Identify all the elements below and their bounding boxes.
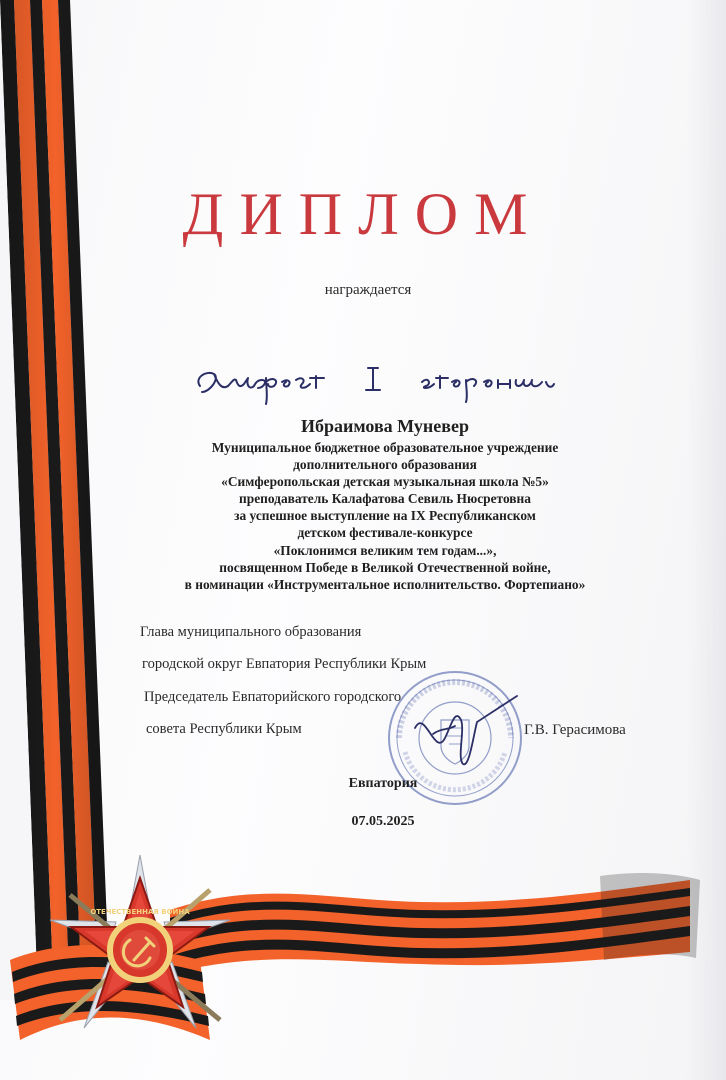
signature-title-line-1: Глава муниципального образования	[140, 624, 362, 640]
signature-title-line-3: Председатель Евпаторийского городского	[144, 689, 402, 705]
body-line: «Симферопольская детская музыкальная школа №5»	[221, 474, 549, 490]
body-line: преподаватель Калафатова Севиль Нюсретовна	[239, 491, 531, 507]
body-line: в номинации «Инструментальное исполнительство. Фортепиано»	[184, 576, 586, 592]
body-line: Муниципальное бюджетное образовательное учреждение	[211, 440, 559, 455]
bottom-ribbon-with-order	[0, 840, 726, 1080]
body-line: «Поклонимся великим тем годам...»,	[273, 542, 497, 558]
signature-title-line-4: совета Республики Крым	[146, 721, 302, 737]
body-line: дополнительного образования	[293, 457, 477, 473]
issue-date: 07.05.2025	[351, 814, 415, 829]
diploma-body	[150, 415, 620, 593]
awarded-label: награждается	[324, 282, 412, 298]
body-line: посвященном Победе в Великой Отечественной войне,	[219, 559, 551, 575]
diploma-title: ДИПЛОМ	[182, 181, 544, 247]
body-line: детском фестивале-конкурсе	[297, 525, 473, 541]
signer-name: Г.В. Герасимова	[524, 722, 626, 738]
body-line: за успешное выступление на IX Республиканском	[234, 508, 536, 524]
recipient-name: Ибраимова Муневер	[300, 416, 469, 436]
signature-title-line-2: городской округ Евпатория Республики Крым	[142, 656, 427, 672]
order-ring-text: ОТЕЧЕСТВЕННАЯ ВОЙНА	[90, 908, 190, 916]
place-of-issue: Евпатория	[348, 776, 418, 791]
